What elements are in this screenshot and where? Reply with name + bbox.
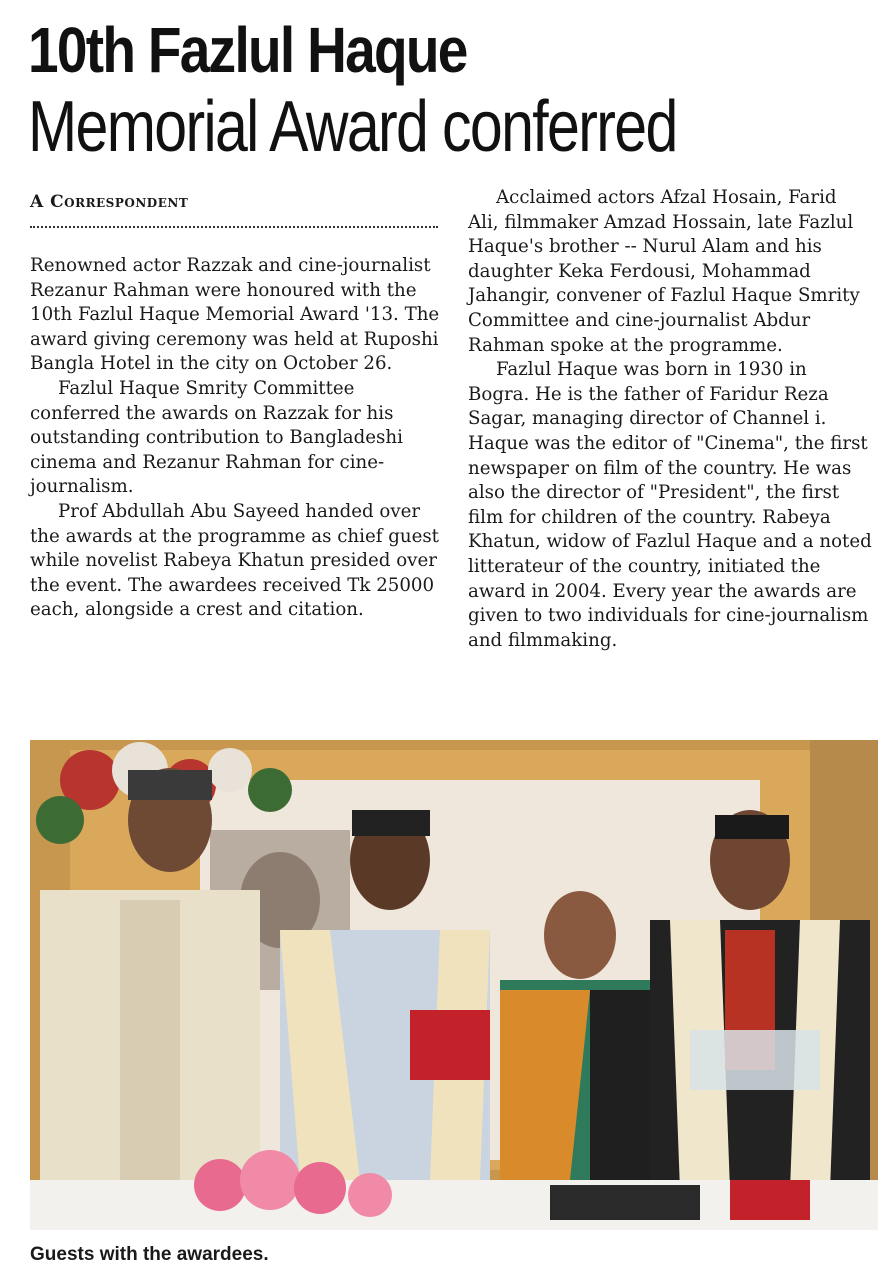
paragraph: Prof Abdullah Abu Sayeed handed over the awards at the programme as chief guest while novelist Rabeya Khatun presided over the event. The awardees received Tk 25000 each, alongside a crest and citation. <box>30 500 439 621</box>
photo-caption: Guests with the awardees. <box>30 1244 269 1265</box>
paragraph: Acclaimed actors Afzal Hosain, Farid Ali, filmmaker Amzad Hossain, late Fazlul Haque's brother -- Nurul Alam and his daughter Keka Ferdousi, Mohammad Jahangir, convener of Fazlul Haque Smrity Committee and cine-journalist Abdur Rahman spoke at the programme. <box>468 187 860 356</box>
right-column <box>468 186 872 653</box>
headline-line-1: 10th Fazlul Haque <box>28 14 467 86</box>
byline: A Correspondent <box>30 192 189 212</box>
paragraph: Renowned actor Razzak and cine-journalist Rezanur Rahman were honoured with the 10th Fazlul Haque Memorial Award '13. The award giving ceremony was held at Ruposhi Bangla Hotel in the city on October 26. <box>30 255 440 375</box>
paragraph: Fazlul Haque Smrity Committee conferred the awards on Razzak for his outstanding contribution to Bangladeshi cinema and Rezanur Rahman for cine-journalism. <box>30 377 403 498</box>
headline-line-2: Memorial Award conferred <box>28 87 677 167</box>
headline <box>28 14 868 168</box>
paragraph: Fazlul Haque was born in 1930 in Bogra. He is the father of Faridur Reza Sagar, managing director of Channel i. Haque was the editor of "Cinema", the first newspaper on film of the country. He was also the director of "President", the first film for children of the country. Rabeya Khatun, widow of Fazlul Haque and a noted litterateur of the country, initiated the award in 2004. Every year the awards are given to two individuals for cine-journalism and filmmaking. <box>468 359 872 651</box>
byline-divider <box>30 226 438 228</box>
event-photo <box>30 740 878 1230</box>
left-column <box>30 254 440 623</box>
